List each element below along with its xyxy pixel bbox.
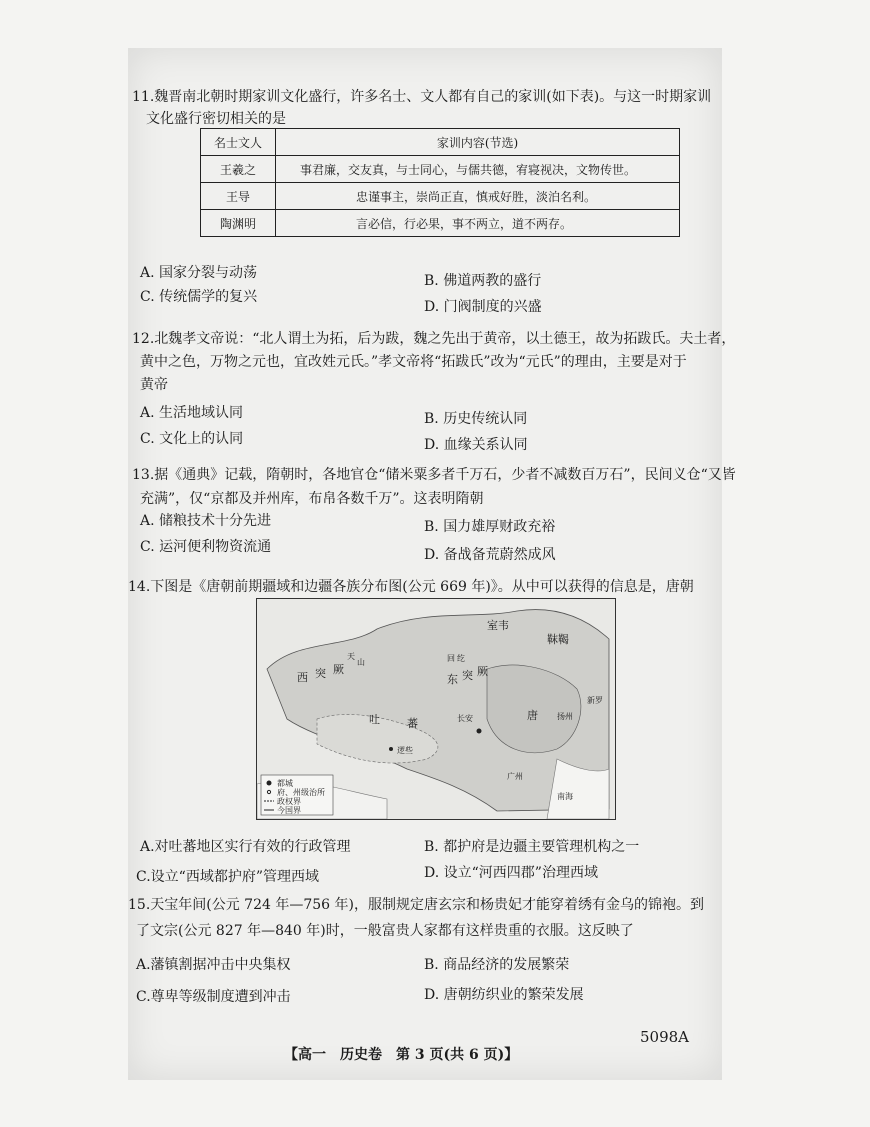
legend-capital-label: 都城: [277, 779, 293, 788]
q15-stem-line2: 了文宗(公元 827 年—840 年)时，一般富贵人家都有这样贵重的衣服。这反映了: [136, 923, 634, 939]
paper-code: 5098A: [640, 1028, 690, 1046]
q13-option-a[interactable]: A. 储粮技术十分先进: [140, 513, 272, 529]
map-label-dong: 东: [447, 673, 458, 686]
map-label-jue: 厥: [333, 663, 344, 676]
q11-family-instruction-table: [200, 128, 680, 237]
table-cell-name: 陶渊明: [201, 210, 276, 237]
q12-stem-line3: 黄帝: [140, 377, 168, 393]
q14-stem: 14.下图是《唐朝前期疆域和边疆各族分布图(公元 669 年)》。从中可以获得的信息是，唐朝: [128, 579, 694, 595]
q14-option-b[interactable]: B. 都护府是边疆主要管理机构之一: [424, 839, 640, 855]
table-row: [201, 183, 680, 210]
map-label-tujue2: 突: [462, 669, 473, 682]
table-cell-content: 言必信，行必果，事不两立，道不两存。: [276, 210, 680, 237]
q12-stem-line1: 12.北魏孝文帝说：“北人谓土为拓，后为跋，魏之先出于黄帝，以土德王，故为拓跋氏。夫土者，: [132, 331, 736, 347]
q13-option-c[interactable]: C. 运河便利物资流通: [140, 539, 272, 555]
q11-option-c[interactable]: C. 传统儒学的复兴: [140, 289, 258, 305]
q14-option-d[interactable]: D. 设立“河西四郡”治理西域: [424, 865, 598, 881]
q15-option-c[interactable]: C.尊卑等级制度遭到冲击: [136, 989, 291, 1005]
q15-stem-line1: 15.天宝年间(公元 724 年—756 年)，服制规定唐玄宗和杨贵妃才能穿着绣有金乌的锦袍。到: [128, 897, 704, 913]
map-label-changan: 长安: [457, 714, 473, 723]
table-cell-name: 王羲之: [201, 156, 276, 183]
luoxie-marker: [389, 747, 393, 751]
map-label-tu: 突: [315, 667, 326, 680]
table-row: [201, 156, 680, 183]
q11-option-d[interactable]: D. 门阀制度的兴盛: [424, 299, 542, 315]
changan-capital-marker: [477, 729, 482, 734]
map-label-tian: 天: [347, 652, 355, 661]
q11-stem-line1: 11.魏晋南北朝时期家训文化盛行，许多名士、文人都有自己的家训(如下表)。与这一时期家训: [132, 89, 712, 105]
q11-stem-line2: 文化盛行密切相关的是: [146, 111, 286, 127]
q15-option-d[interactable]: D. 唐朝纺织业的繁荣发展: [424, 987, 584, 1003]
table-cell-content: 忠谨事主，崇尚正直，慎戒好胜，淡泊名利。: [276, 183, 680, 210]
tang-territory-map: [256, 598, 616, 820]
table-header-content: 家训内容(节选): [276, 129, 680, 156]
q11-option-b[interactable]: B. 佛道两教的盛行: [424, 273, 542, 289]
map-label-guangzhou: 广州: [507, 772, 523, 781]
map-label-yangzhou: 扬州: [557, 712, 573, 721]
legend-prefecture-label: 府、州级治所: [277, 788, 325, 797]
q15-option-a[interactable]: A.藩镇割据冲击中央集权: [136, 957, 291, 973]
map-label-shiwei: 室韦: [487, 619, 509, 632]
map-label-xinluo: 新罗: [587, 696, 603, 705]
q13-stem-line1: 13.据《通典》记载，隋朝时，各地官仓“储米粟多者千万石，少者不减数百万石”，民间义仓“又皆: [132, 467, 736, 483]
q12-stem-line2: 黄中之色，万物之元也，宜改姓元氏。”孝文帝将“拓跋氏”改为“元氏”的理由，主要是对于: [140, 354, 687, 370]
q12-option-b[interactable]: B. 历史传统认同: [424, 411, 528, 427]
q15-option-b[interactable]: B. 商品经济的发展繁荣: [424, 957, 570, 973]
q14-option-c[interactable]: C.设立“西域都护府”管理西域: [136, 869, 319, 885]
table-cell-name: 王导: [201, 183, 276, 210]
map-label-hui: 回: [447, 654, 455, 663]
q13-option-b[interactable]: B. 国力雄厚财政充裕: [424, 519, 556, 535]
map-label-tang: 唐: [527, 709, 538, 722]
map-label-tubo2: 蕃: [407, 717, 418, 730]
map-svg: [257, 599, 615, 819]
q12-option-a[interactable]: A. 生活地域认同: [140, 405, 244, 421]
q13-stem-line2: 充满”，仅“京都及并州库，布帛各数千万”。这表明隋朝: [140, 491, 484, 507]
table-row: [201, 210, 680, 237]
legend-border-label: 今国界: [277, 806, 301, 815]
page-footer: 【高一 历史卷 第 3 页(共 6 页)】: [284, 1047, 519, 1063]
q14-option-a[interactable]: A.对吐蕃地区实行有效的行政管理: [140, 839, 351, 855]
table-header-name: 名士文人: [201, 129, 276, 156]
q12-option-c[interactable]: C. 文化上的认同: [140, 431, 244, 447]
q11-option-a[interactable]: A. 国家分裂与动荡: [140, 265, 258, 281]
map-label-shan: 山: [357, 658, 365, 667]
legend-capital-icon: [267, 781, 272, 786]
map-label-jue2: 厥: [477, 665, 488, 678]
map-label-mohe: 靺鞨: [547, 633, 569, 646]
map-label-he: 纥: [457, 654, 465, 663]
q12-option-d[interactable]: D. 血缘关系认同: [424, 437, 528, 453]
q13-option-d[interactable]: D. 备战备荒蔚然成风: [424, 547, 556, 563]
map-label-tubo1: 吐: [369, 713, 380, 726]
map-label-luoxie: 逻些: [397, 746, 413, 755]
map-label-nanhai: 南海: [557, 792, 573, 801]
table-cell-content: 事君廉，交友真，与士同心，与儒共德，宥寝视决，文物传世。: [276, 156, 680, 183]
legend-regime-label: 政权界: [277, 797, 301, 806]
map-label-xi: 西: [297, 671, 308, 684]
